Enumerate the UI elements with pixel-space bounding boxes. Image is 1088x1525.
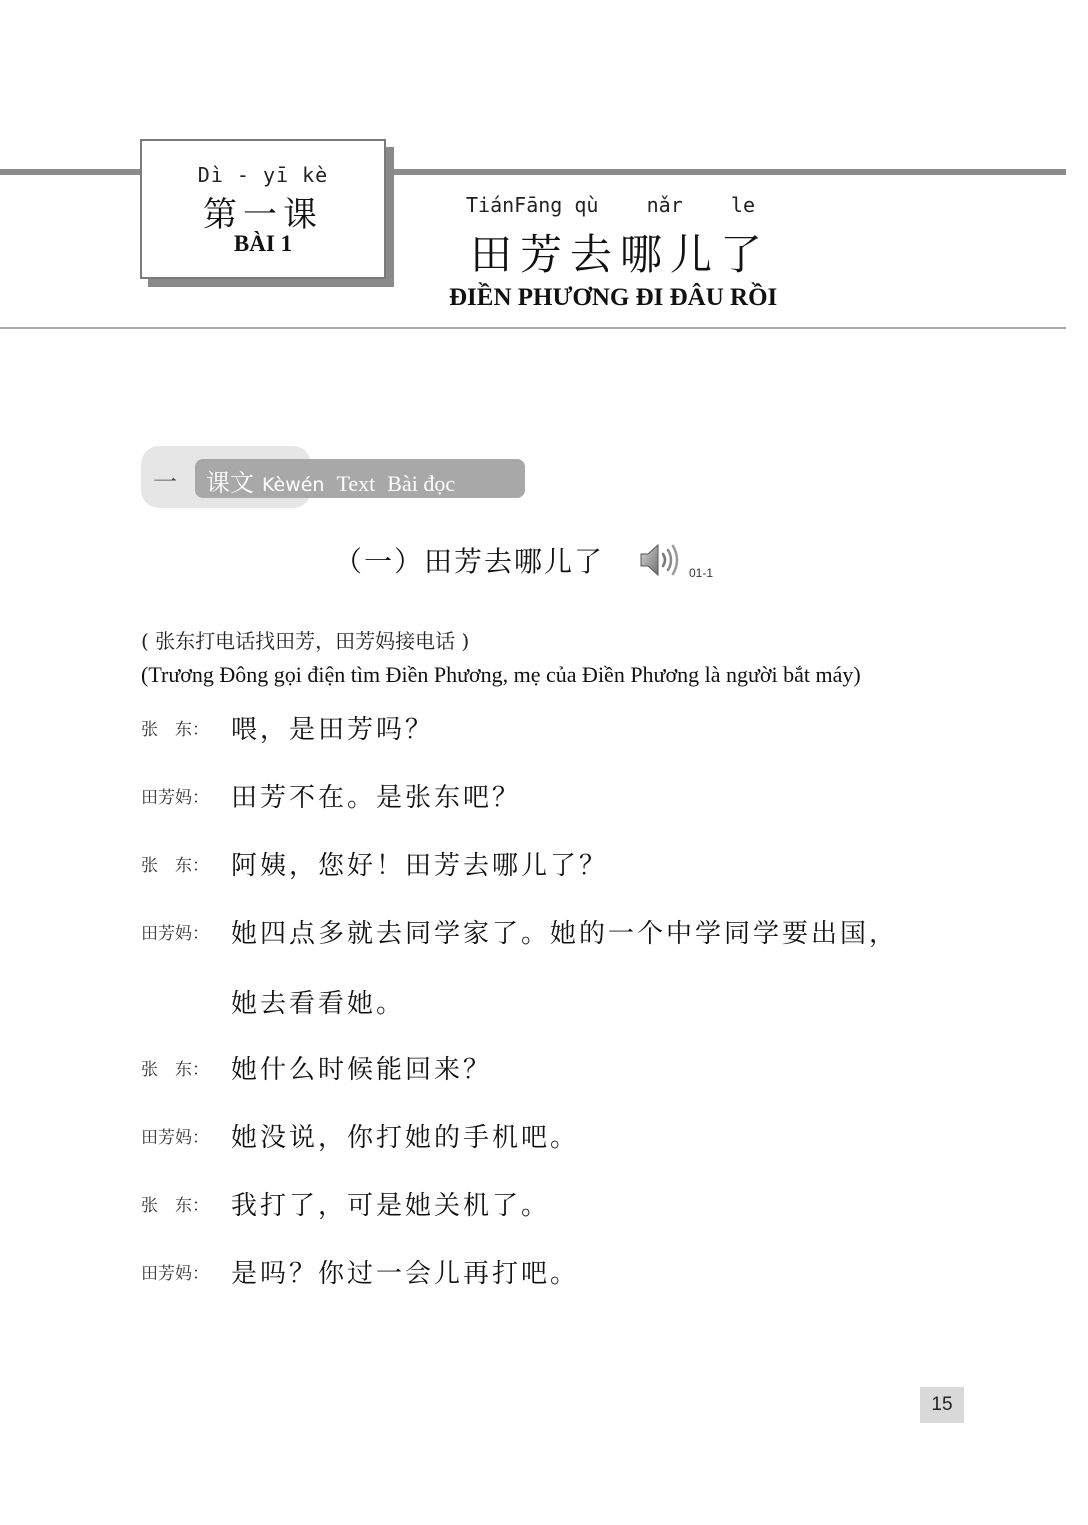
- dialogue-text: 是吗？你过一会儿再打吧。: [231, 1259, 580, 1289]
- context-vietnamese: (Trương Đông gọi điện tìm Điền Phương, mẹ của Điền Phương là người bắt máy): [141, 662, 861, 687]
- dialogue-line: [141, 1253, 579, 1293]
- lesson-chinese: 第一课: [203, 195, 323, 235]
- dialogue-text: 我打了，可是她关机了。: [231, 1191, 551, 1221]
- speaker-label: 田芳妈：: [141, 1128, 209, 1148]
- dialogue-text: 她什么时候能回来？: [231, 1055, 493, 1085]
- lesson-vietnamese: BÀI 1: [233, 231, 293, 256]
- dialogue-line: [141, 1049, 492, 1089]
- section-chinese: 课文: [206, 469, 254, 497]
- dialogue-text: 她四点多就去同学家了。她的一个中学同学要出国，: [231, 919, 899, 949]
- speaker-label: 田芳妈：: [141, 924, 209, 944]
- header-rule-bottom: [0, 327, 1066, 329]
- section-english: Text: [336, 471, 376, 496]
- dialogue-subtitle: （一）田芳去哪儿了: [334, 545, 605, 578]
- dialogue-line: [141, 1185, 550, 1225]
- dialogue-line: [141, 913, 898, 953]
- dialogue-line: [141, 845, 608, 885]
- dialogue-line: [141, 709, 434, 749]
- dialogue-text: 阿姨，您好！田芳去哪儿了？: [231, 851, 609, 881]
- dialogue-text: 田芳不在。是张东吧？: [231, 783, 522, 813]
- speaker-label: 田芳妈：: [141, 788, 209, 808]
- title-pinyin: TiánFāng qù nǎr le: [466, 193, 755, 217]
- page-title: 田芳去哪儿了: [470, 230, 771, 279]
- speaker-label: 田芳妈：: [141, 1264, 209, 1284]
- section-number: 一: [153, 468, 177, 496]
- lesson-box: [140, 139, 386, 279]
- page-number: 15: [920, 1387, 964, 1423]
- speaker-icon[interactable]: [638, 541, 682, 579]
- lesson-pinyin: Dì - yī kè: [197, 163, 329, 187]
- context-chinese: ( 张东打电话找田芳，田芳妈接电话 ): [141, 629, 470, 653]
- speaker-label: 张 东：: [141, 856, 209, 876]
- section-vietnamese: Bài đọc: [387, 471, 456, 496]
- speaker-label: 张 东：: [141, 1060, 209, 1080]
- dialogue-text: 喂，是田芳吗？: [231, 715, 435, 745]
- audio-track-code: 01-1: [689, 566, 714, 580]
- dialogue-line: [141, 777, 521, 817]
- dialogue-line: [141, 1117, 579, 1157]
- dialogue-text: 她没说，你打她的手机吧。: [231, 1123, 580, 1153]
- section-pinyin: Kèwén: [262, 474, 325, 496]
- speaker-label: 张 东：: [141, 720, 209, 740]
- section-label: [206, 463, 455, 498]
- speaker-label: 张 东：: [141, 1196, 209, 1216]
- dialogue-text-continuation: 她去看看她。: [231, 989, 406, 1019]
- title-vietnamese: ĐIỀN PHƯƠNG ĐI ĐÂU RỒI: [449, 284, 778, 311]
